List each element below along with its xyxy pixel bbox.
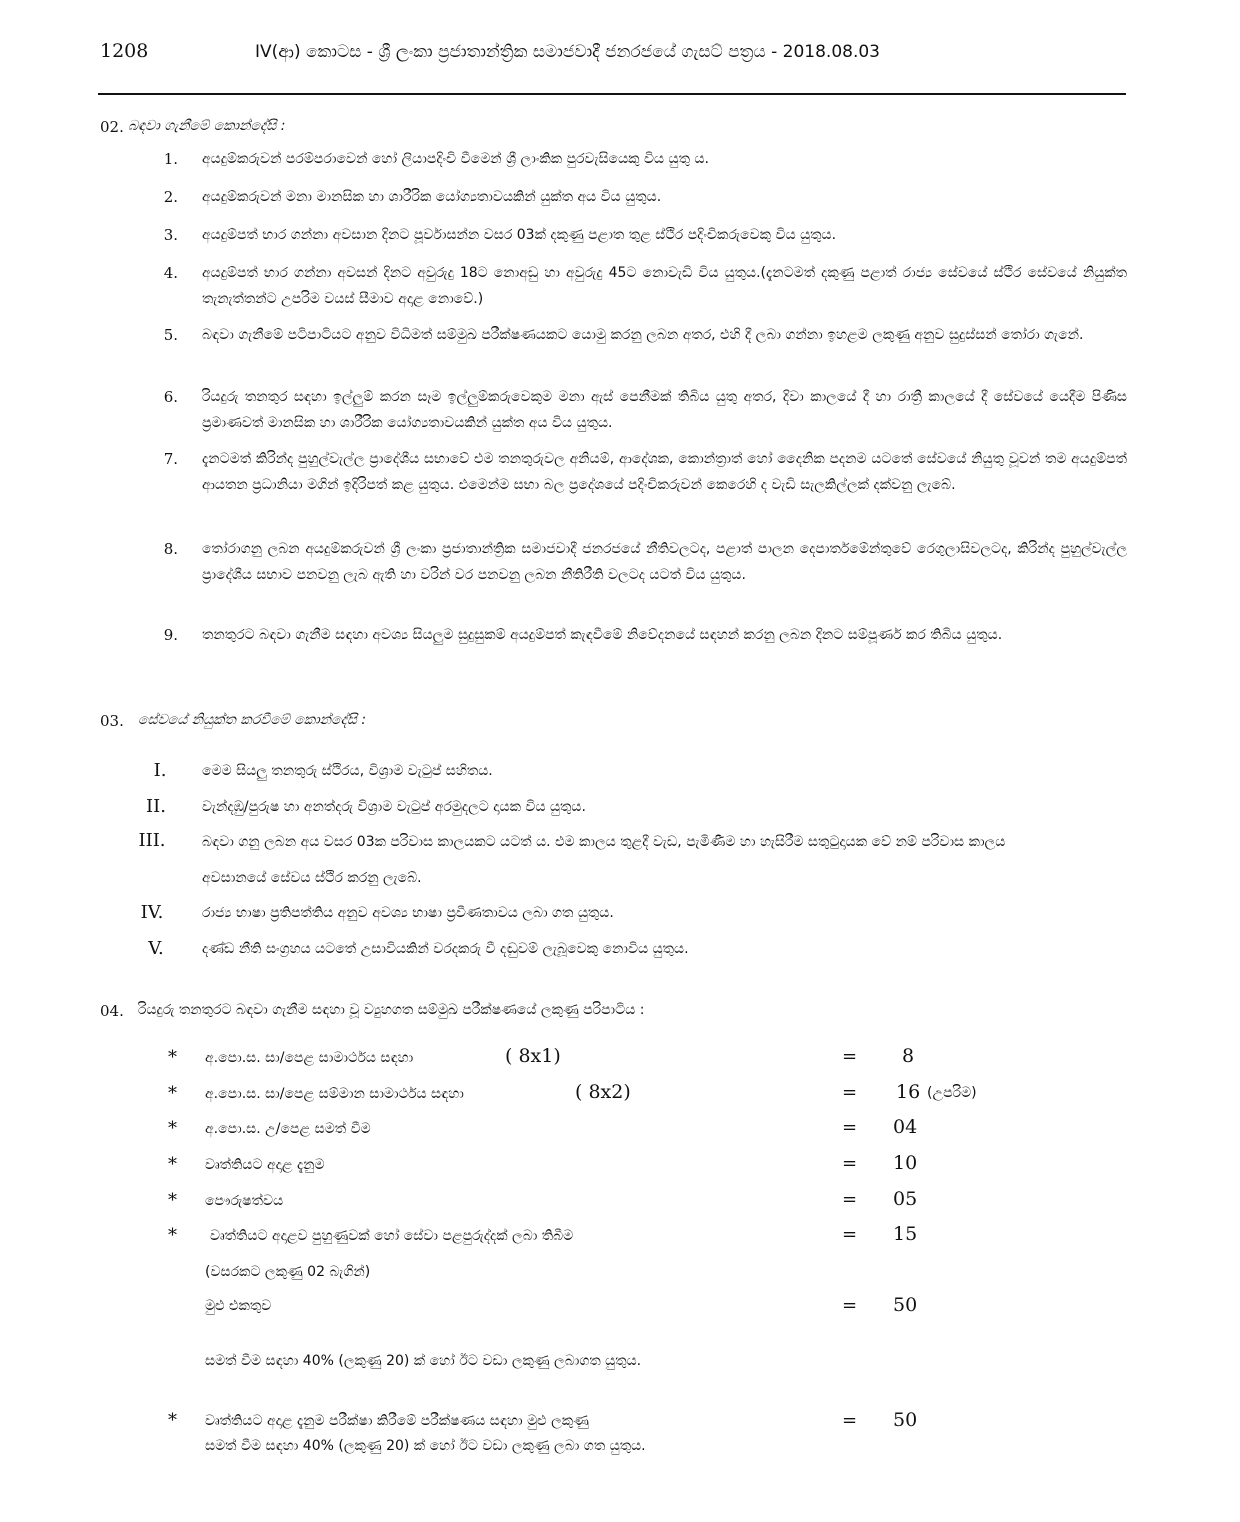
total-value: 50 [893, 1294, 918, 1316]
score-value: 05 [893, 1188, 918, 1210]
appointment-condition-text: රාජ්‍ය භාෂා ප්‍රතිපත්තිය අනුව අවශ්‍ය භාෂා ප්‍රවීණතාවය ලබා ගත යුතුය. [202, 905, 614, 921]
appointment-condition-number: I. [153, 760, 167, 781]
score-value: 16 [896, 1081, 921, 1103]
section-03-heading: සේවයේ නියුක්ත කරවීමේ කොන්දේසි : [138, 712, 367, 728]
pass-mark-note: සමත් වීම සඳහා 40% (ලකුණු 20) ක් හෝ ඊට වඩා ලකුණු ලබාගත යුතුය. [205, 1353, 642, 1369]
condition-text: තෝරාගනු ලබන අයදුම්කරුවන් ශ්‍රී ලංකා ප්‍රජාතාන්ත්‍රික සමාජවාදී ජනරජයේ නීතිවලටද, පළාත් පාලන දෙපාර්තමේන්තුවේ රෙගුලාසිවලටද, කිරින්ද පුහුල්වැල්ල ප්‍රාදේශීය සභාව පනවනු ලැබ ඇති හා වරින් වර පනවනු ලබන නීතිරීති වලටද යටත් විය යුතුය. [202, 541, 1127, 583]
condition-text: දැනටමත් කිරින්ද පුහුල්වැල්ල ප්‍රාදේශීය සභාවේ එම තනතුරුවල අනියම්, ආදේශක, කොන්ත්‍රාත් හෝ දෛනික පදනම යටතේ සේවයේ නියුතු වූවන් තම අයදුම්පත් ආයතන ප්‍රධානියා මගින් ඉදිරිපත් කළ යුතුය. එමෙන්ම සභා බල ප්‍රදේශයේ පදිංචිකරුවන් කෙරෙහි ද වැඩි සැලකිල්ලක් දක්වනු ලැබේ. [202, 451, 1127, 493]
total-label: මුළු එකතුව [205, 1298, 272, 1314]
score-value: 15 [893, 1223, 918, 1245]
score-value: 04 [893, 1116, 918, 1138]
section-02-number: 02. [100, 118, 124, 136]
appointment-condition-number: III. [138, 830, 166, 851]
condition-text: තනතුරට බඳවා ගැනීම සඳහා අවශ්‍ය සියලුම සුදුසුකම් අයදුම්පත් කැඳවීමේ නිවේදනයේ සඳහන් කරනු ලබන දිනට සම්පූර්ණ කර තිබිය යුතුය. [202, 627, 1003, 643]
section-04-heading: රියදුරු තනතුරට බඳවා ගැනීම සඳහා වූ ව්‍යුහගත සම්මුඛ පරීක්ෂණයේ ලකුණු පරිපාටිය : [138, 1002, 645, 1018]
appointment-condition-text: මෙම සියලු තනතුරු ස්ථිරය, විශ්‍රාම වැටුප් සහිතය. [202, 763, 493, 779]
score-bullet: * [168, 1047, 177, 1068]
score-bullet: * [168, 1190, 177, 1211]
condition-number: 4. [163, 264, 178, 282]
appointment-condition-text: බඳවා ගනු ලබන අය වසර 03ක පරිවාස කාලයකට යටත් ය. එම කාලය තුළදී වැඩ, පැමිණීම හා හැසිරීම සතුටුදායක වේ නම් පරිවාස කාලය අවසානයේ සේවය ස්ථිර කරනු ලැබේ. [202, 834, 1006, 886]
appointment-condition-number: IV. [140, 902, 164, 923]
condition-text: අයදුම්කරුවන් පරම්පරාවෙන් හෝ ලියාපදිංචි වීමෙන් ශ්‍රී ලාංකික පුරවැසියෙකු විය යුතු ය. [202, 151, 709, 167]
condition-number: 7. [163, 450, 178, 468]
condition-number: 9. [163, 626, 178, 644]
condition-number: 8. [163, 540, 178, 558]
equals-sign: = [842, 1046, 858, 1067]
score-criterion: වෘත්තියට අදාළ දැනුම [205, 1157, 325, 1173]
score-value: 8 [902, 1045, 915, 1067]
condition-number: 3. [163, 226, 178, 244]
score-criterion: අ.පො.ස. උ/පෙළ සමත් වීම [205, 1121, 371, 1137]
condition-text: අයදුම්පත් භාර ගන්නා අවසාන දිනට පූර්වාසන්න වසර 03ක් දකුණු පළාත තුළ ස්ථිර පදිංචිකරුවෙකු විය යුතුය. [202, 227, 837, 243]
score-bullet: * [168, 1118, 177, 1139]
experience-rate-note: (වසරකට ලකුණු 02 බැගින්) [205, 1264, 371, 1280]
equals-sign: = [842, 1410, 858, 1431]
appointment-condition-number: II. [146, 796, 166, 817]
section-03-number: 03. [100, 712, 124, 730]
equals-sign: = [842, 1153, 858, 1174]
equals-sign: = [842, 1082, 858, 1103]
header-divider [98, 93, 1126, 95]
exam-total-value: 50 [893, 1409, 918, 1431]
score-criterion: අ.පො.ස. සා/පෙළ සාමාර්ථය සඳහා [205, 1050, 414, 1066]
condition-number: 5. [163, 326, 178, 344]
exam-pass-note: සමත් වීම සඳහා 40% (ලකුණු 20) ක් හෝ ඊට වඩා ලකුණු ලබා ගත යුතුය. [205, 1438, 646, 1454]
score-criterion: වෘත්තියට අදාළව පුහුණුවක් හෝ සේවා පළපුරුද්දක් ලබා තිබීම [210, 1228, 574, 1244]
equals-sign: = [842, 1224, 858, 1245]
score-bullet: * [168, 1154, 177, 1175]
condition-text: අයදුම්කරුවන් මනා මානසික හා ශාරීරික යෝග්‍යතාවයකින් යුක්ත අය විය යුතුය. [202, 189, 662, 205]
equals-sign: = [842, 1189, 858, 1210]
score-max-note: (උපරිම) [927, 1085, 977, 1101]
condition-text: බඳවා ගැනීමේ පටිපාටියට අනුව විධිමත් සම්මුඛ පරීක්ෂණයකට යොමු කරනු ලබන අතර, එහි දී ලබා ගන්නා ඉහළම ලකුණු අනුව සුදුස්සන් තෝරා ගැනේ. [202, 327, 1084, 343]
score-criterion: පෞරුෂත්වය [205, 1193, 284, 1209]
exam-total-label: වෘත්තියට අදාළ දැනුම පරීක්ෂා කිරීමේ පරීක්ෂණය සඳහා මුළු ලකුණු [205, 1413, 589, 1429]
equals-sign: = [842, 1117, 858, 1138]
appointment-condition-number: V. [148, 938, 164, 959]
appointment-condition-text: වැන්දඹු/පුරුෂ හා අනත්දරු විශ්‍රාම වැටුප් අරමුදලට දායක විය යුතුය. [202, 799, 586, 815]
condition-number: 1. [163, 150, 178, 168]
condition-number: 2. [163, 188, 178, 206]
appointment-condition-text: දණ්ඩ නීති සංග්‍රහය යටතේ උසාවියකින් වරදකරු වී දඬුවම් ලැබූවෙකු නොවිය යුතුය. [202, 941, 689, 957]
score-criterion: අ.පො.ස. සා/පෙළ සම්මාන සාමාර්ථය සඳහා [205, 1086, 464, 1102]
equals-sign: = [842, 1295, 858, 1316]
condition-text: අයදුම්පත් භාර ගන්නා අවසන් දිනට අවුරුදු 18ට නොඅඩු හා අවුරුදු 45ට නොවැඩි විය යුතුය.(දැනටමත් දකුණු පළාත් රාජ්‍ය සේවයේ ස්ථිර සේවයේ නියුක්ත තැනැත්තන්ට උපරිම වයස් සීමාව අදාළ නොවේ.) [202, 265, 1127, 307]
score-bullet: * [168, 1083, 177, 1104]
score-value: 10 [893, 1152, 918, 1174]
section-02-heading: බඳවා ගැනීමේ කොන්දේසි : [128, 118, 286, 134]
score-bullet: * [168, 1410, 177, 1431]
condition-number: 6. [163, 388, 178, 406]
section-04-number: 04. [100, 1002, 124, 1020]
score-formula: ( 8x2) [575, 1081, 631, 1103]
page-number: 1208 [100, 40, 149, 62]
score-bullet: * [168, 1225, 177, 1246]
gazette-header-title: IV(ආ) කොටස - ශ්‍රී ලංකා ප්‍රජාතාන්ත්‍රික සමාජවාදී ජනරජයේ ගැසට් පත්‍රය - 2018.08.03 [255, 42, 880, 62]
score-formula: ( 8x1) [505, 1045, 561, 1067]
condition-text: රියදුරු තනතුර සඳහා ඉල්ලුම් කරන සෑම ඉල්ලුම්කරුවෙකුම මනා ඇස් පෙනීමක් තිබිය යුතු අතර, දිවා කාලයේ දී හා රාත්‍රී කාලයේ දී සේවයේ යෙදීම පිණිස ප්‍රමාණවත් මානසික හා ශාරීරික යෝග්‍යතාවයකින් යුක්ත අය විය යුතුය. [202, 389, 1127, 431]
